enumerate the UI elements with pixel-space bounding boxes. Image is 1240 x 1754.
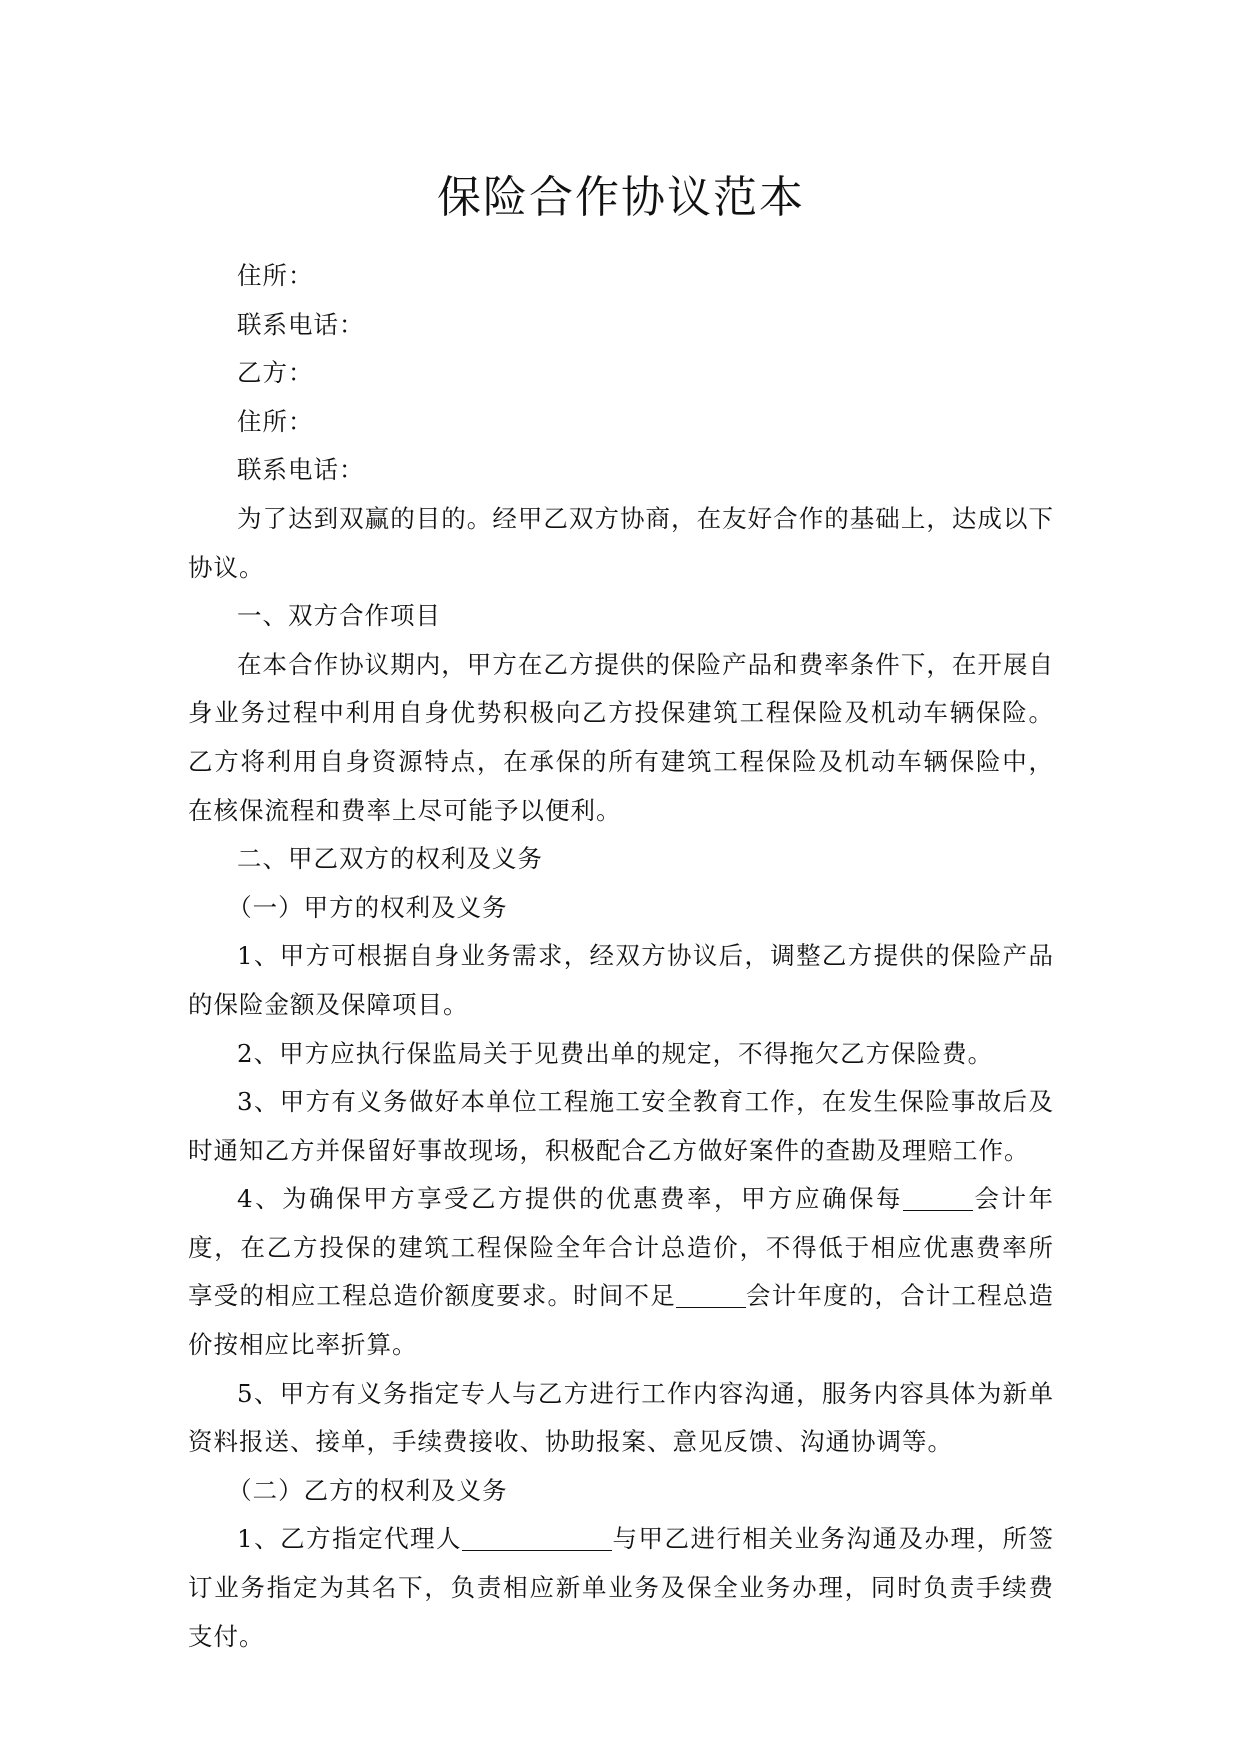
clause-a4-part1: 4、为确保甲方享受乙方提供的优惠费率，甲方应确保每 [237, 1184, 904, 1214]
clause-a4-part2: 会计年度，在乙方投保的建筑工程保险全年合计总造价，不得低于相应优惠费率所享受的相应工程总造价额度要求。时间不足 [188, 1184, 1055, 1311]
document-body [188, 252, 1054, 1661]
fill-in-blank [676, 1283, 746, 1309]
subsection-1-heading: （一）甲方的权利及义务 [227, 892, 508, 922]
clause-a4 [188, 1175, 1054, 1369]
clause-a2: 2、甲方应执行保监局关于见费出单的规定，不得拖欠乙方保险费。 [237, 1038, 994, 1068]
address-a-line: 住所： [237, 261, 314, 290]
clause-a4-part3: 会计年度的，合计工程总造价按相应比率折算。 [188, 1281, 1055, 1360]
fill-in-blank [462, 1526, 612, 1552]
section-2-heading: 二、甲乙双方的权利及义务 [237, 844, 543, 874]
clause-b1-part1: 1、乙方指定代理人 [237, 1524, 463, 1554]
phone-a-line: 联系电话： [237, 309, 365, 339]
phone-b-line: 联系电话： [237, 455, 365, 485]
subsection-2-heading: （二）乙方的权利及义务 [227, 1475, 508, 1505]
address-b-line: 住所： [237, 406, 314, 436]
clause-a3: 3、甲方有义务做好本单位工程施工安全教育工作，在发生保险事故后及时通知乙方并保留好事故现场，积极配合乙方做好案件的查勘及理赔工作。 [188, 1087, 1054, 1165]
preamble-paragraph: 为了达到双赢的目的。经甲乙双方协商，在友好合作的基础上，达成以下协议。 [188, 503, 1054, 582]
document-title: 保险合作协议范本 [437, 172, 805, 223]
section-1-heading: 一、双方合作项目 [237, 601, 441, 631]
clause-a5: 5、甲方有义务指定专人与乙方进行工作内容沟通，服务内容具体为新单资料报送、接单，手续费接收、协助报案、意见反馈、沟通协调等。 [188, 1378, 1054, 1457]
clause-b1-part2: 与甲乙进行相关业务沟通及办理，所签订业务指定为其名下，负责相应新单业务及保全业务办理，同时负责手续费支付。 [188, 1524, 1054, 1651]
clause-a1: 1、甲方可根据自身业务需求，经双方协议后，调整乙方提供的保险产品的保险金额及保障项目。 [188, 941, 1054, 1019]
clause-b1 [188, 1515, 1054, 1661]
party-b-line: 乙方： [237, 358, 314, 388]
section-1-paragraph: 在本合作协议期内，甲方在乙方提供的保险产品和费率条件下，在开展自身业务过程中利用自身优势积极向乙方投保建筑工程保险及机动车辆保险。乙方将利用自身资源特点，在承保的所有建筑工程保险及机动车辆保险中，在核保流程和费率上尽可能予以便利。 [188, 649, 1054, 825]
fill-in-blank [903, 1186, 973, 1212]
